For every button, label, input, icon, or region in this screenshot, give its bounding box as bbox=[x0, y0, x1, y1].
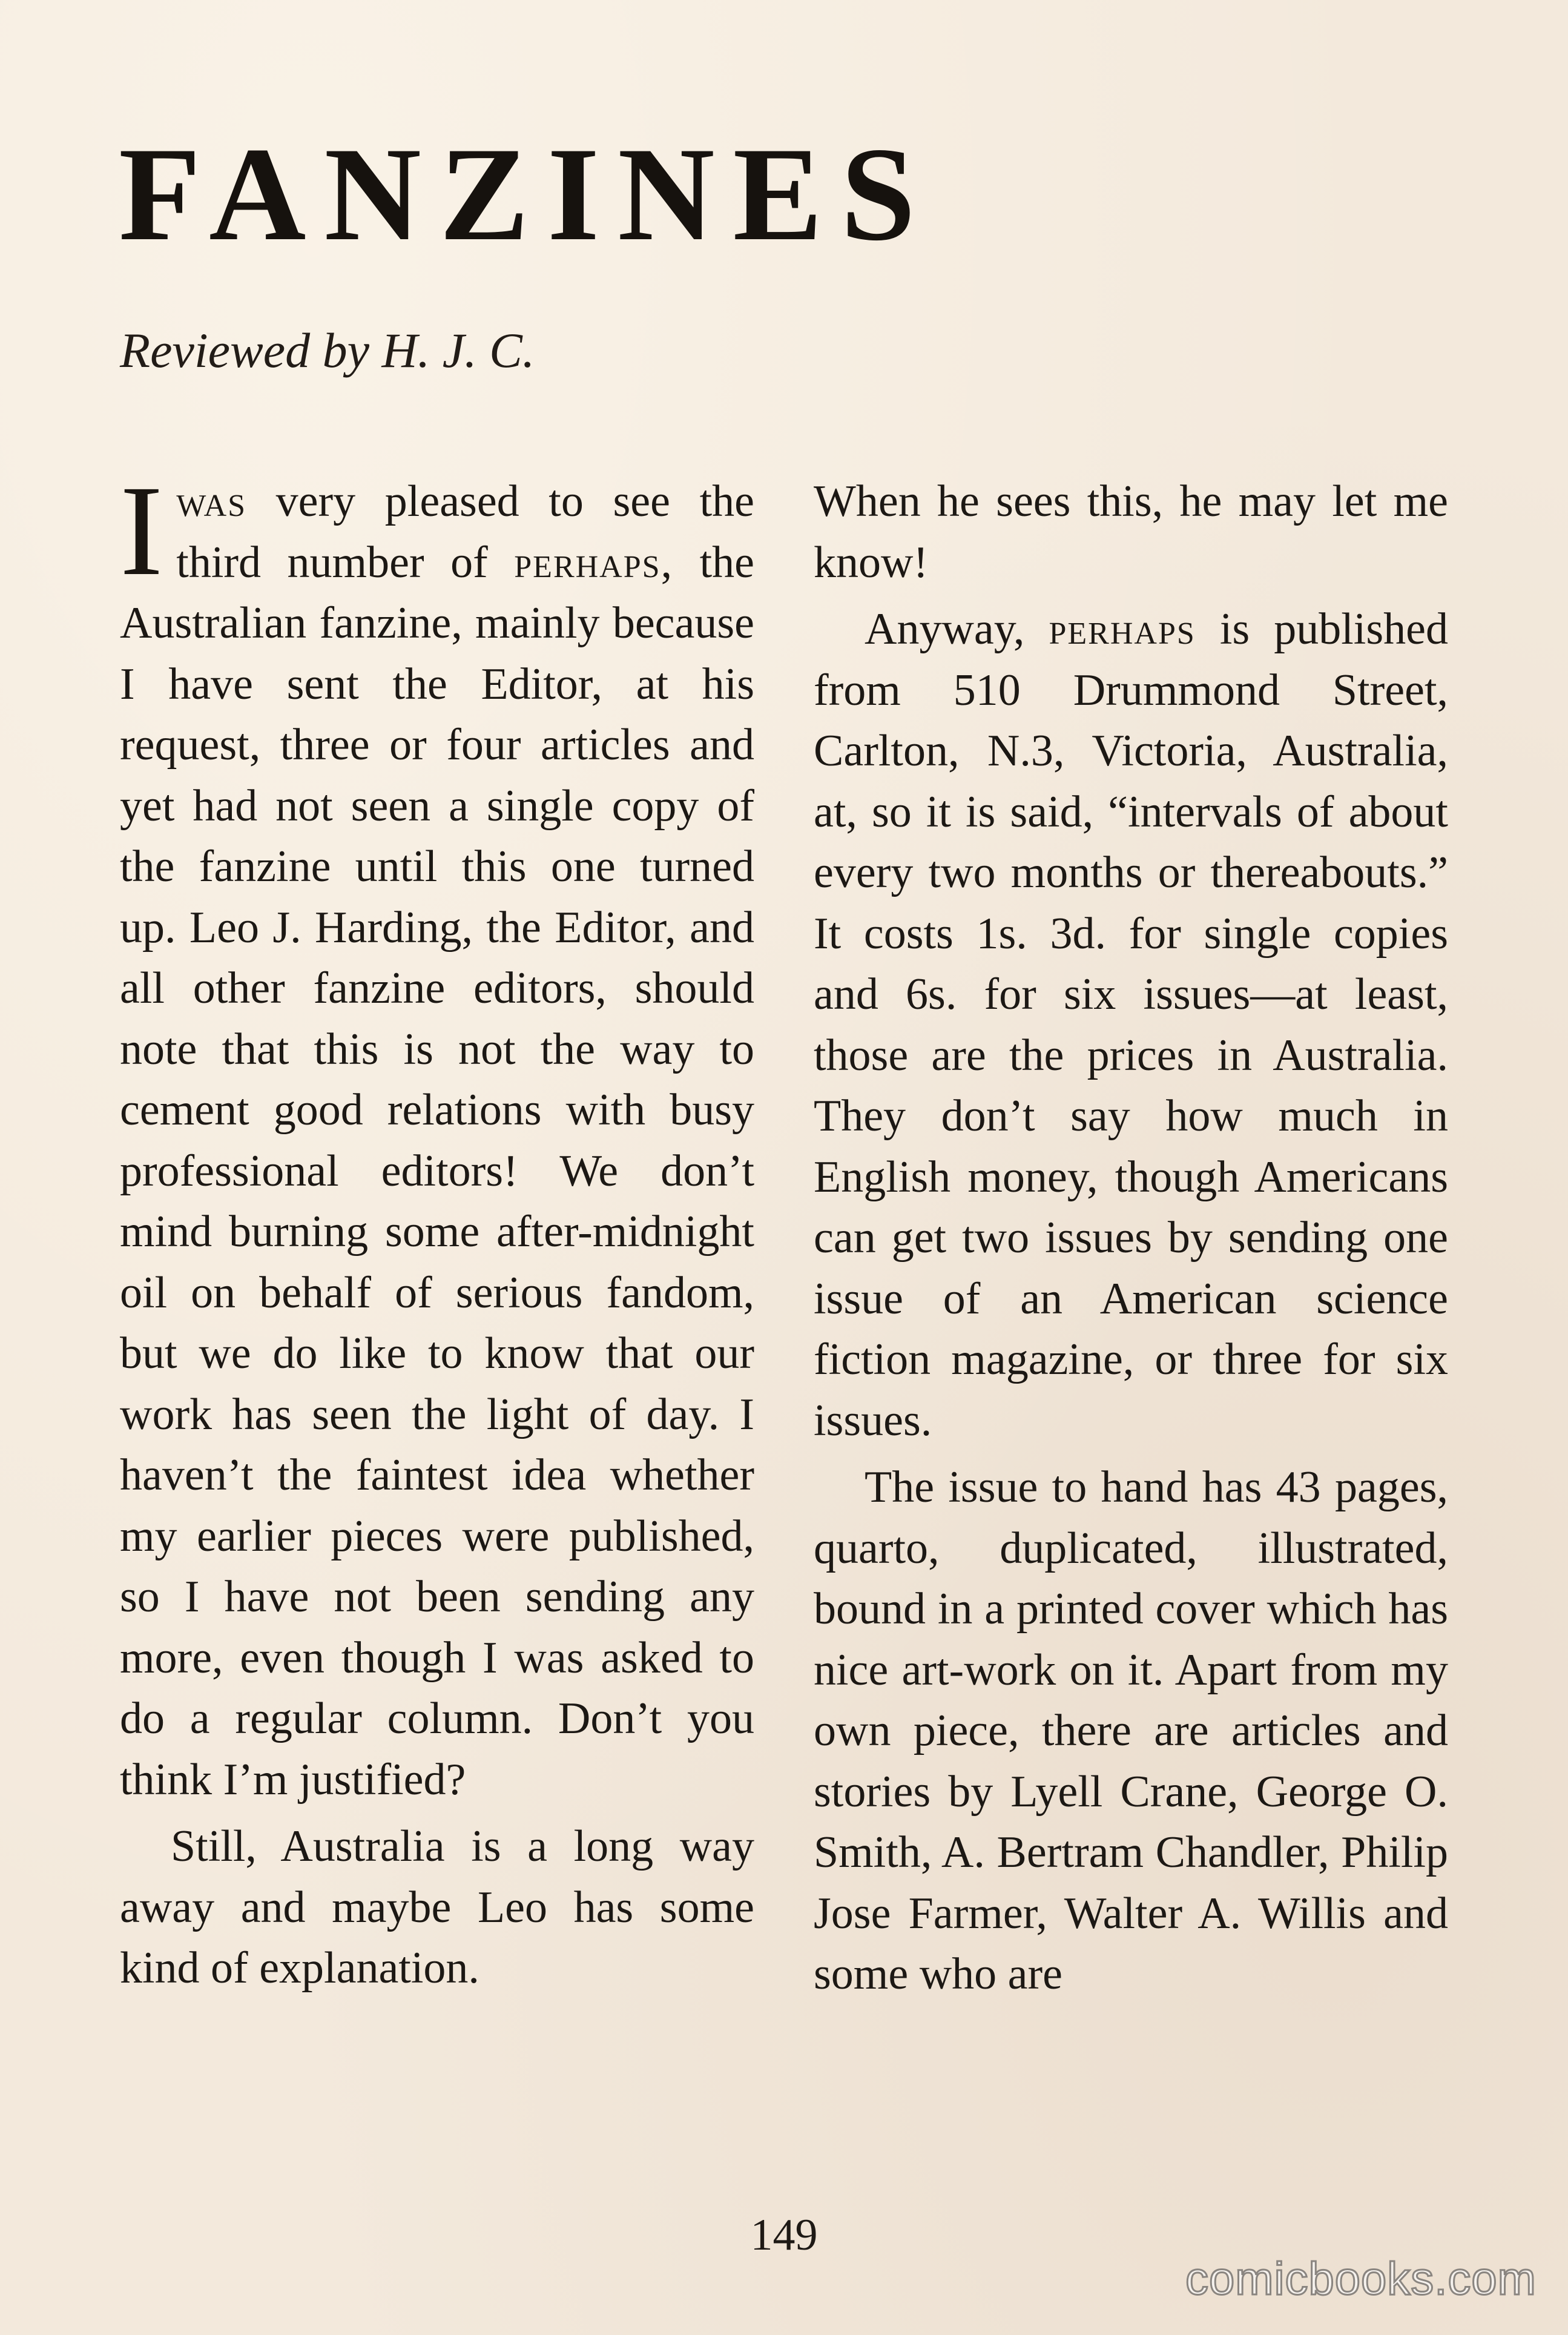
fanzine-title: perhaps, bbox=[514, 537, 674, 587]
right-paragraph-1: When he sees this, he may let me know! bbox=[814, 477, 1448, 587]
right-paragraph-2 bbox=[814, 599, 1448, 1451]
paragraph-text: very pleased to see the third number of bbox=[176, 477, 754, 587]
paragraph-text: Anyway, bbox=[865, 604, 1049, 654]
byline: Reviewed by H. J. C. bbox=[120, 323, 535, 378]
smallcaps-lead: was bbox=[176, 477, 247, 526]
watermark-logo: comicbooks.com bbox=[1185, 2253, 1537, 2305]
page-number: 149 bbox=[750, 2210, 818, 2260]
paragraph-text: the Australian fanzine, mainly because I have sent the Editor, at his request, three or four articles and yet had not seen a single copy of the fanzine until this one turned up. Leo J. Harding, the Editor, and all other fanzine editors, should note that this is not the way to cement good relations with busy professional editors! We don’t mind burning some after-midnight oil on behalf of serious fandom, but we do like to know that our work has seen the light of day. I haven’t the faintest idea whether my earlier pieces were published, so I have not been sending any more, even though I was asked to do a regular column. Don’t you think I’m justified? bbox=[120, 537, 754, 1805]
fanzine-title: perhaps bbox=[1049, 604, 1196, 654]
right-paragraph-3: The issue to hand has 43 pages, quarto, duplicated, illustrated, bound in a printed cover which has nice art-work on it. Apart from my own piece, there are articles and stories by Lyell Crane, George O. Smith, A. Bertram Chandler, Philip Jose Farmer, Walter A. Willis and some who are bbox=[814, 1462, 1448, 1999]
article-title: FANZINES bbox=[119, 120, 934, 269]
drop-cap: I bbox=[120, 459, 163, 603]
left-column bbox=[120, 459, 754, 1999]
right-column bbox=[814, 471, 1448, 2005]
paragraph-text: is published from 510 Drummond Street, Carlton, N.3, Victoria, Australia, at, so it is said, “intervals of about every two months or thereabouts.” It costs 1s. 3d. for single copies and 6s. for six issues—at least, those are the prices in Australia. They don’t say how much in English money, though Americans can get two issues by sending one issue of an American science fiction magazine, or three for six issues. bbox=[814, 604, 1448, 1445]
left-paragraph-2: Still, Australia is a long way away and maybe Leo has some kind of explanation. bbox=[120, 1821, 754, 1993]
left-paragraph-1 bbox=[120, 459, 754, 1810]
